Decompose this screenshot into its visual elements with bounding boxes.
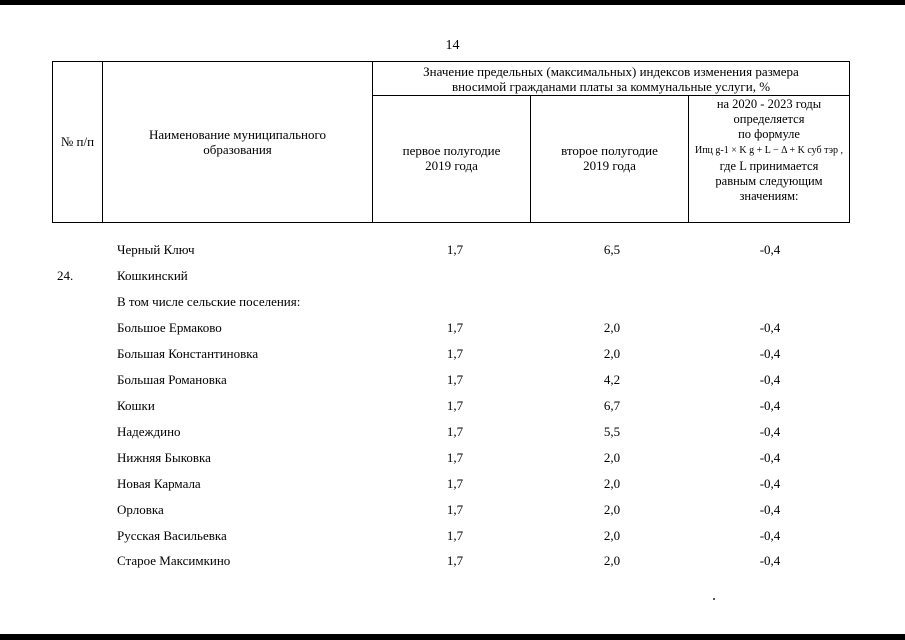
header-municipality-name: Наименование муниципального образования	[148, 127, 327, 157]
table-row	[0, 372, 905, 392]
scan-speck	[713, 598, 715, 600]
row-number: 24.	[57, 268, 74, 283]
table-row	[0, 476, 905, 496]
value-first-half-2019: 1,7	[446, 502, 464, 517]
value-first-half-2019: 1,7	[446, 320, 464, 335]
bottom-scan-border	[0, 634, 905, 640]
municipality-name: Орловка	[117, 502, 164, 517]
table-row	[0, 398, 905, 418]
value-second-half-2019: 2,0	[603, 346, 621, 361]
value-second-half-2019: 2,0	[603, 502, 621, 517]
value-second-half-2019: 2,0	[603, 553, 621, 568]
value-l-2020-2023: -0,4	[759, 398, 781, 413]
header-index-group: Значение предельных (максимальных) индексов изменения размера вносимой гражданами платы за коммунальные услуги, %	[423, 64, 799, 94]
value-l-2020-2023: -0,4	[759, 553, 781, 568]
value-first-half-2019: 1,7	[446, 424, 464, 439]
municipality-name: Большое Ермаково	[117, 320, 222, 335]
municipality-name: Старое Максимкино	[117, 553, 231, 568]
municipality-name: В том числе сельские поселения:	[117, 294, 301, 309]
municipality-name: Большая Константиновка	[117, 346, 259, 361]
table-row	[0, 268, 905, 288]
table-row	[0, 320, 905, 340]
municipality-name: Русская Васильевка	[117, 528, 227, 543]
value-first-half-2019: 1,7	[446, 242, 464, 257]
value-second-half-2019: 6,5	[603, 242, 621, 257]
header-first-half-2019: первое полугодие 2019 года	[402, 143, 501, 173]
municipality-name: Черный Ключ	[117, 242, 195, 257]
value-l-2020-2023: -0,4	[759, 450, 781, 465]
value-first-half-2019: 1,7	[446, 346, 464, 361]
value-l-2020-2023: -0,4	[759, 528, 781, 543]
value-first-half-2019: 1,7	[446, 398, 464, 413]
table-row	[0, 294, 905, 314]
value-l-2020-2023: -0,4	[759, 242, 781, 257]
top-scan-border	[0, 0, 905, 5]
table-row	[0, 502, 905, 522]
table-row	[0, 242, 905, 262]
value-first-half-2019: 1,7	[446, 450, 464, 465]
header-second-half-2019: второе полугодие 2019 года	[561, 143, 658, 173]
municipality-name: Кошкинский	[117, 268, 188, 283]
value-first-half-2019: 1,7	[446, 528, 464, 543]
value-first-half-2019: 1,7	[446, 553, 464, 568]
value-second-half-2019: 2,0	[603, 476, 621, 491]
value-l-2020-2023: -0,4	[759, 346, 781, 361]
value-second-half-2019: 5,5	[603, 424, 621, 439]
value-first-half-2019: 1,7	[446, 476, 464, 491]
value-second-half-2019: 6,7	[603, 398, 621, 413]
municipality-name: Новая Кармала	[117, 476, 201, 491]
table-row	[0, 424, 905, 444]
header-number: № п/п	[60, 134, 95, 149]
municipality-name: Нижняя Быковка	[117, 450, 211, 465]
table-row	[0, 528, 905, 548]
value-first-half-2019: 1,7	[446, 372, 464, 387]
municipality-name: Надеждино	[117, 424, 181, 439]
value-second-half-2019: 4,2	[603, 372, 621, 387]
municipality-name: Большая Романовка	[117, 372, 227, 387]
table-row	[0, 450, 905, 470]
table-row	[0, 553, 905, 573]
page-number: 14	[445, 38, 460, 53]
value-second-half-2019: 2,0	[603, 528, 621, 543]
table-border-top	[52, 61, 850, 62]
value-l-2020-2023: -0,4	[759, 502, 781, 517]
table-border-bottom	[52, 222, 850, 223]
value-l-2020-2023: -0,4	[759, 372, 781, 387]
table-row	[0, 346, 905, 366]
value-l-2020-2023: -0,4	[759, 320, 781, 335]
value-l-2020-2023: -0,4	[759, 476, 781, 491]
value-second-half-2019: 2,0	[603, 320, 621, 335]
index-formula: Ипц g-1 × K g + L − Δ + K суб тэр ,	[694, 145, 844, 156]
header-2020-2023-formula: на 2020 - 2023 годы определяется по формуле Ипц g-1 × K g + L − Δ + K суб тэр , где L принимается равным следующим значениям:	[689, 97, 849, 204]
table-border-right	[849, 61, 850, 223]
municipality-name: Кошки	[117, 398, 155, 413]
group-header-divider	[372, 95, 850, 96]
value-l-2020-2023: -0,4	[759, 424, 781, 439]
value-second-half-2019: 2,0	[603, 450, 621, 465]
